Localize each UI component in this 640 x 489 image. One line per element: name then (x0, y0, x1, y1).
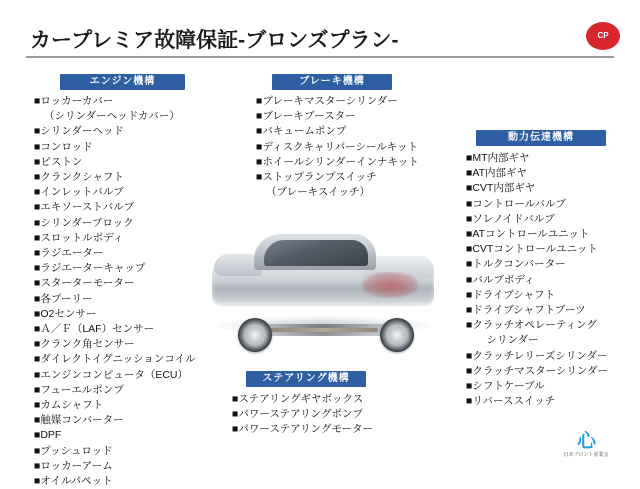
rear-wheel-hub (247, 327, 263, 343)
car-body (212, 232, 434, 310)
list-item: ■クラッチマスターシリンダー (466, 364, 609, 377)
list-item: ■オイルパペット (34, 475, 113, 488)
list-item: ■O2センサー (34, 307, 97, 320)
list-item: ■シフトケーブル (466, 380, 545, 393)
list-item: ■ブレーキマスターシリンダー (256, 95, 398, 107)
list-item: （ブレーキスイッチ） (266, 186, 370, 199)
section-list-brake (256, 94, 419, 200)
list-item: ■ラジエーターキャップ (34, 262, 146, 275)
list-item: ■コンロッド (34, 140, 93, 153)
list-item: ■クラッチレリーズシリンダー (466, 349, 608, 362)
list-item: ■CVT内部ギヤ (466, 182, 536, 195)
list-item: ■バルブボディ (466, 273, 535, 286)
list-item: ■各プーリー (34, 292, 93, 305)
front-wheel-hub (389, 327, 405, 343)
section-header-engine: エンジン機構 (60, 74, 185, 90)
list-item: ■ストップランプスイッチ (256, 171, 377, 184)
list-item: ■ホイールシリンダーインナキット (256, 155, 419, 168)
list-item: ■ソレノイドバルブ (466, 212, 555, 225)
front-wheel (380, 318, 414, 352)
engine-highlight (362, 272, 418, 298)
rear-wheel (238, 318, 272, 352)
list-item: ■ディスクキャリパーシールキット (256, 140, 419, 153)
list-item: ■ドライブシャフトブーツ (466, 304, 586, 317)
brand-badge-label: CP (597, 31, 609, 40)
list-item: ■ドライブシャフト (466, 288, 556, 301)
list-item: ■ブレーキブースター (256, 110, 356, 123)
list-item: ■バキュームポンプ (256, 125, 347, 138)
list-item: ■パワーステアリングポンプ (232, 408, 363, 421)
list-item: ■クランク角センサー (34, 338, 135, 351)
list-item: シリンダー (476, 334, 539, 347)
list-item: ■Ａ／Ｆ（LAF）センサー (34, 323, 155, 336)
footer-logo-caption: 日本プロント産業会 (563, 452, 609, 458)
driveshaft-highlight (270, 328, 378, 332)
list-item: ■CVTコントロールユニット (466, 243, 598, 256)
list-item: ■カムシャフト (34, 399, 104, 412)
list-item: ■エキソーストバルブ (34, 201, 135, 214)
list-item: ■フューエルポンプ (34, 383, 124, 396)
list-item: ■ロッカーアーム (34, 459, 113, 472)
list-item: ■ステアリングギヤボックス (232, 393, 364, 405)
list-item: ■インレットバルブ (34, 186, 124, 199)
list-item: ■スロットルボディ (34, 231, 124, 244)
section-header-drivetrain: 動力伝達機構 (476, 130, 606, 146)
title-divider (26, 56, 614, 58)
list-item: ■コントロールバルブ (466, 197, 566, 210)
car-glass (264, 240, 368, 266)
list-item: ■ATコントロールユニット (466, 228, 590, 241)
list-item: ■AT内部ギヤ (466, 167, 527, 180)
list-item: ■ピストン (34, 155, 83, 168)
page-title: カープレミア故障保証-ブロンズプラン- (30, 29, 399, 52)
section-list-steering (232, 392, 373, 438)
brand-badge (586, 22, 620, 50)
list-item: ■リバーススイッチ (466, 395, 556, 408)
list-item: ■エンジンコンピュータ（ECU） (34, 368, 188, 381)
list-item: ■シリンダーブロック (34, 216, 134, 229)
section-header-steering: ステアリング機構 (246, 371, 366, 387)
list-item: ■ロッカーカバー (34, 95, 114, 107)
car-illustration (196, 196, 446, 371)
list-item: ■スターターモーター (34, 277, 135, 290)
section-header-brake: ブレーキ機構 (272, 74, 392, 90)
list-item: ■トルクコンバーター (466, 258, 566, 271)
list-item: ■ダイレクトイグニッションコイル (34, 353, 196, 366)
list-item: ■プッシュロッド (34, 444, 113, 457)
section-list-drivetrain (466, 151, 608, 409)
list-item: ■クラッチオペレーティング (466, 319, 597, 332)
list-item: ■触媒コンバーター (34, 414, 124, 427)
list-item: ■MT内部ギヤ (466, 152, 530, 164)
section-list-engine (34, 94, 196, 489)
footer-logo (554, 432, 618, 466)
list-item: ■シリンダーヘッド (34, 125, 124, 138)
list-item: ■クランクシャフト (34, 171, 124, 184)
list-item: ■ラジエーター (34, 247, 104, 260)
footer-logo-mark: 心 (576, 431, 595, 452)
list-item: （シリンダーヘッドカバー） (44, 110, 180, 123)
list-item: ■DPF (34, 429, 62, 442)
list-item: ■パワーステアリングモーター (232, 423, 374, 436)
